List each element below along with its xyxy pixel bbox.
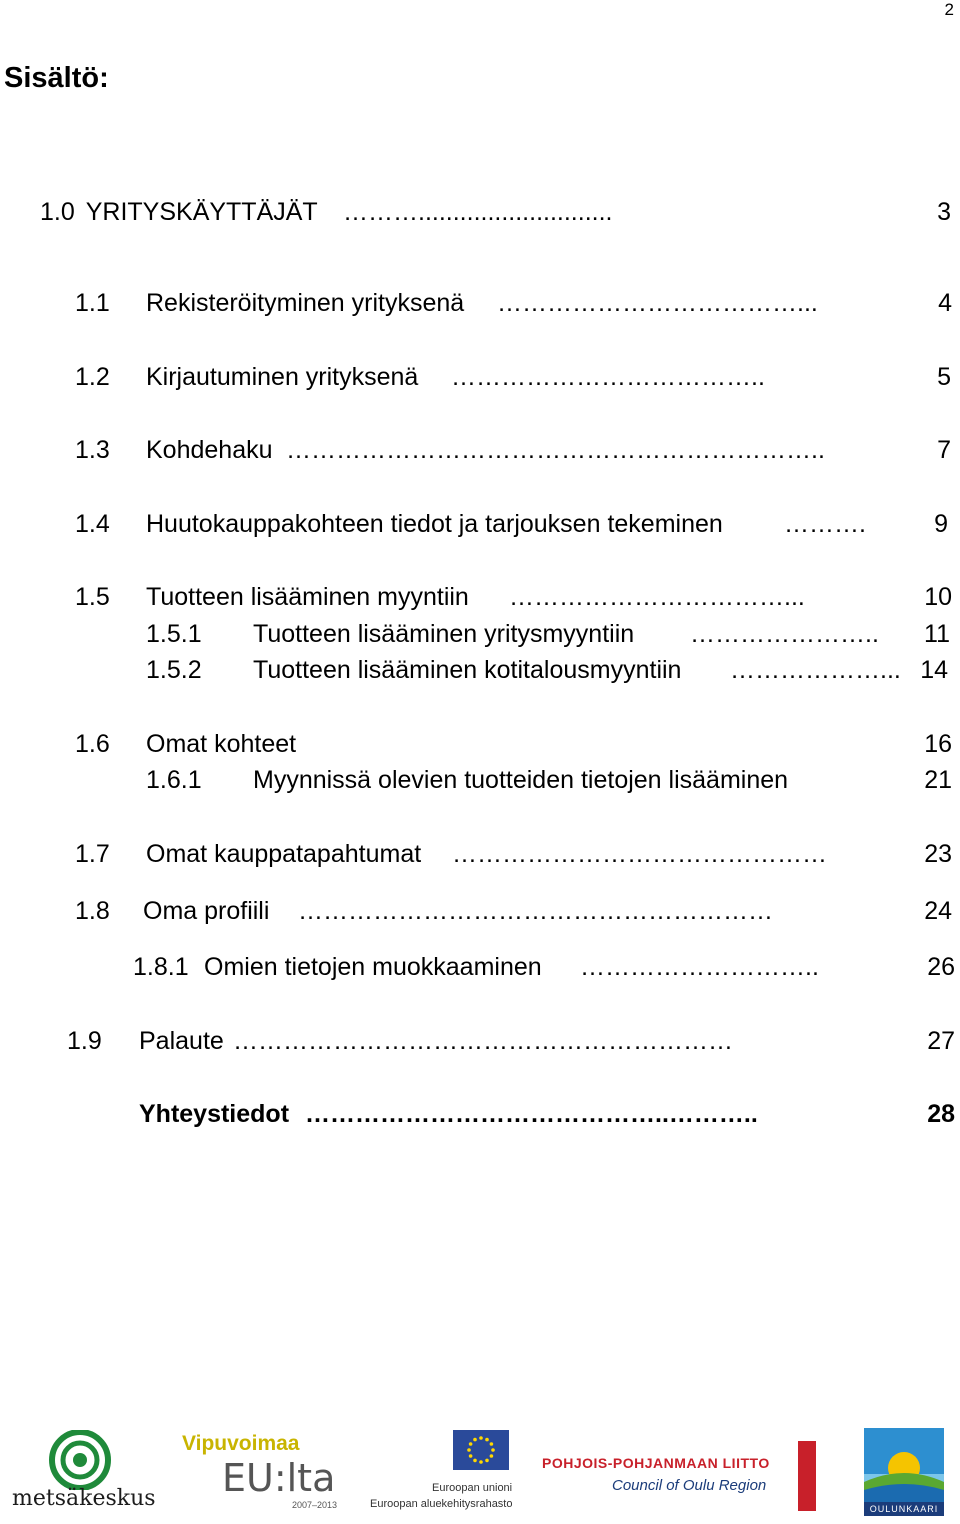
toc-number: 1.6.1 [146,766,202,794]
vipuvoimaa-logo [182,1432,342,1512]
toc-title[interactable]: Rekisteröityminen yrityksenä [146,289,465,317]
toc-page: 7 [937,436,951,464]
page-number: 2 [944,0,954,19]
toc-number: 1.5.2 [146,656,202,684]
toc-number: 1.9 [67,1027,102,1055]
toc-page: 26 [927,953,955,981]
eu-label: Euroopan unioni [432,1482,513,1494]
metsakeskus-wordmark: metsäkeskus [12,1486,156,1511]
liitto-english-name: Council of Oulu Region [612,1477,767,1494]
eu-logo [370,1430,520,1515]
toc-leader: ………………………………... [497,289,818,317]
toc-page: 27 [927,1027,955,1055]
toc-title: YRITYSKÄYTTÄJÄT [85,198,318,226]
toc-number: 1.6 [75,730,110,758]
toc-number: 1.0 [40,198,75,226]
toc-title[interactable]: Tuotteen lisääminen yritysmyyntiin [253,620,635,648]
liitto-bar-icon [798,1441,816,1511]
toc-title[interactable]: Omat kauppatapahtumat [146,840,422,868]
toc-number: 1.4 [75,510,110,538]
oulunkaari-emblem-icon [864,1428,944,1502]
metsakeskus-emblem-icon [12,1430,152,1490]
toc-title[interactable]: Yhteystiedot [139,1100,290,1128]
toc-page: 14 [920,656,948,684]
toc-page: 11 [924,620,950,648]
toc-title[interactable]: Omien tietojen muokkaaminen [204,953,542,981]
toc-page: 4 [938,289,952,317]
toc-number: 1.8.1 [133,953,189,981]
toc-number: 1.7 [75,840,110,868]
toc-page: 23 [924,840,952,868]
toc-title[interactable]: Tuotteen lisääminen kotitalousmyyntiin [253,656,682,684]
toc-leader: ……………………….. [580,953,819,981]
liitto-name: POHJOIS-POHJANMAAN LIITTO [542,1455,770,1471]
toc-page: 9 [934,510,948,538]
toc-leader: ………………... [730,656,901,684]
toc-leader: ……………………………………… [452,840,827,868]
toc-leader: …………………………………………………… [233,1027,733,1055]
toc-leader: ……………………………………………………….. [286,436,825,464]
toc-number: 1.1 [75,289,110,317]
toc-leader: ………. [784,510,866,538]
toc-page: 28 [927,1100,955,1128]
toc-leader: ……………………………... [509,583,805,611]
toc-leader: ………………………………………………… [298,897,773,925]
toc-title[interactable]: Kohdehaku [146,436,273,464]
vipuvoimaa-eu-label: EU:lta [222,1456,336,1500]
toc-title[interactable]: Omat kohteet [146,730,297,758]
toc-page: 21 [924,766,952,794]
toc-number: 1.3 [75,436,110,464]
toc-title[interactable]: Myynnissä olevien tuotteiden tietojen lisääminen [253,766,789,794]
toc-leader: ………………….. [690,620,879,648]
toc-page: 24 [924,897,952,925]
oulunkaari-logo [864,1428,944,1516]
eu-fund-label: Euroopan aluekehitysrahasto [370,1498,513,1510]
toc-number: 1.5 [75,583,110,611]
toc-title[interactable]: Huutokauppakohteen tiedot ja tarjouksen tekeminen [146,510,723,538]
page-title: Sisältö: [4,62,109,94]
toc-title[interactable]: Tuotteen lisääminen myyntiin [146,583,469,611]
toc-leader: ……………………………………..……….. [305,1100,758,1128]
vipuvoimaa-years: 2007–2013 [292,1500,338,1510]
toc-page: 16 [924,730,952,758]
toc-number: 1.5.1 [146,620,202,648]
toc-title[interactable]: Kirjautuminen yrityksenä [146,363,419,391]
vipuvoimaa-label: Vipuvoimaa [182,1432,300,1455]
pohjois-pohjanmaan-liitto-logo [540,1455,820,1515]
toc-number: 1.2 [75,363,110,391]
toc-title[interactable]: Palaute [139,1027,224,1055]
toc-page: 10 [924,583,952,611]
eu-flag-icon [453,1430,509,1470]
toc-page: 5 [937,363,951,391]
toc-title[interactable]: Oma profiili [143,897,270,925]
toc-number: 1.8 [75,897,110,925]
toc-leader: ……………………………….. [451,363,765,391]
toc-leader: ………............................ [343,198,613,226]
metsakeskus-logo [12,1430,156,1515]
oulunkaari-label: OULUNKAARI [864,1502,944,1516]
toc-entry[interactable] [40,197,318,227]
toc-page: 3 [937,198,951,226]
